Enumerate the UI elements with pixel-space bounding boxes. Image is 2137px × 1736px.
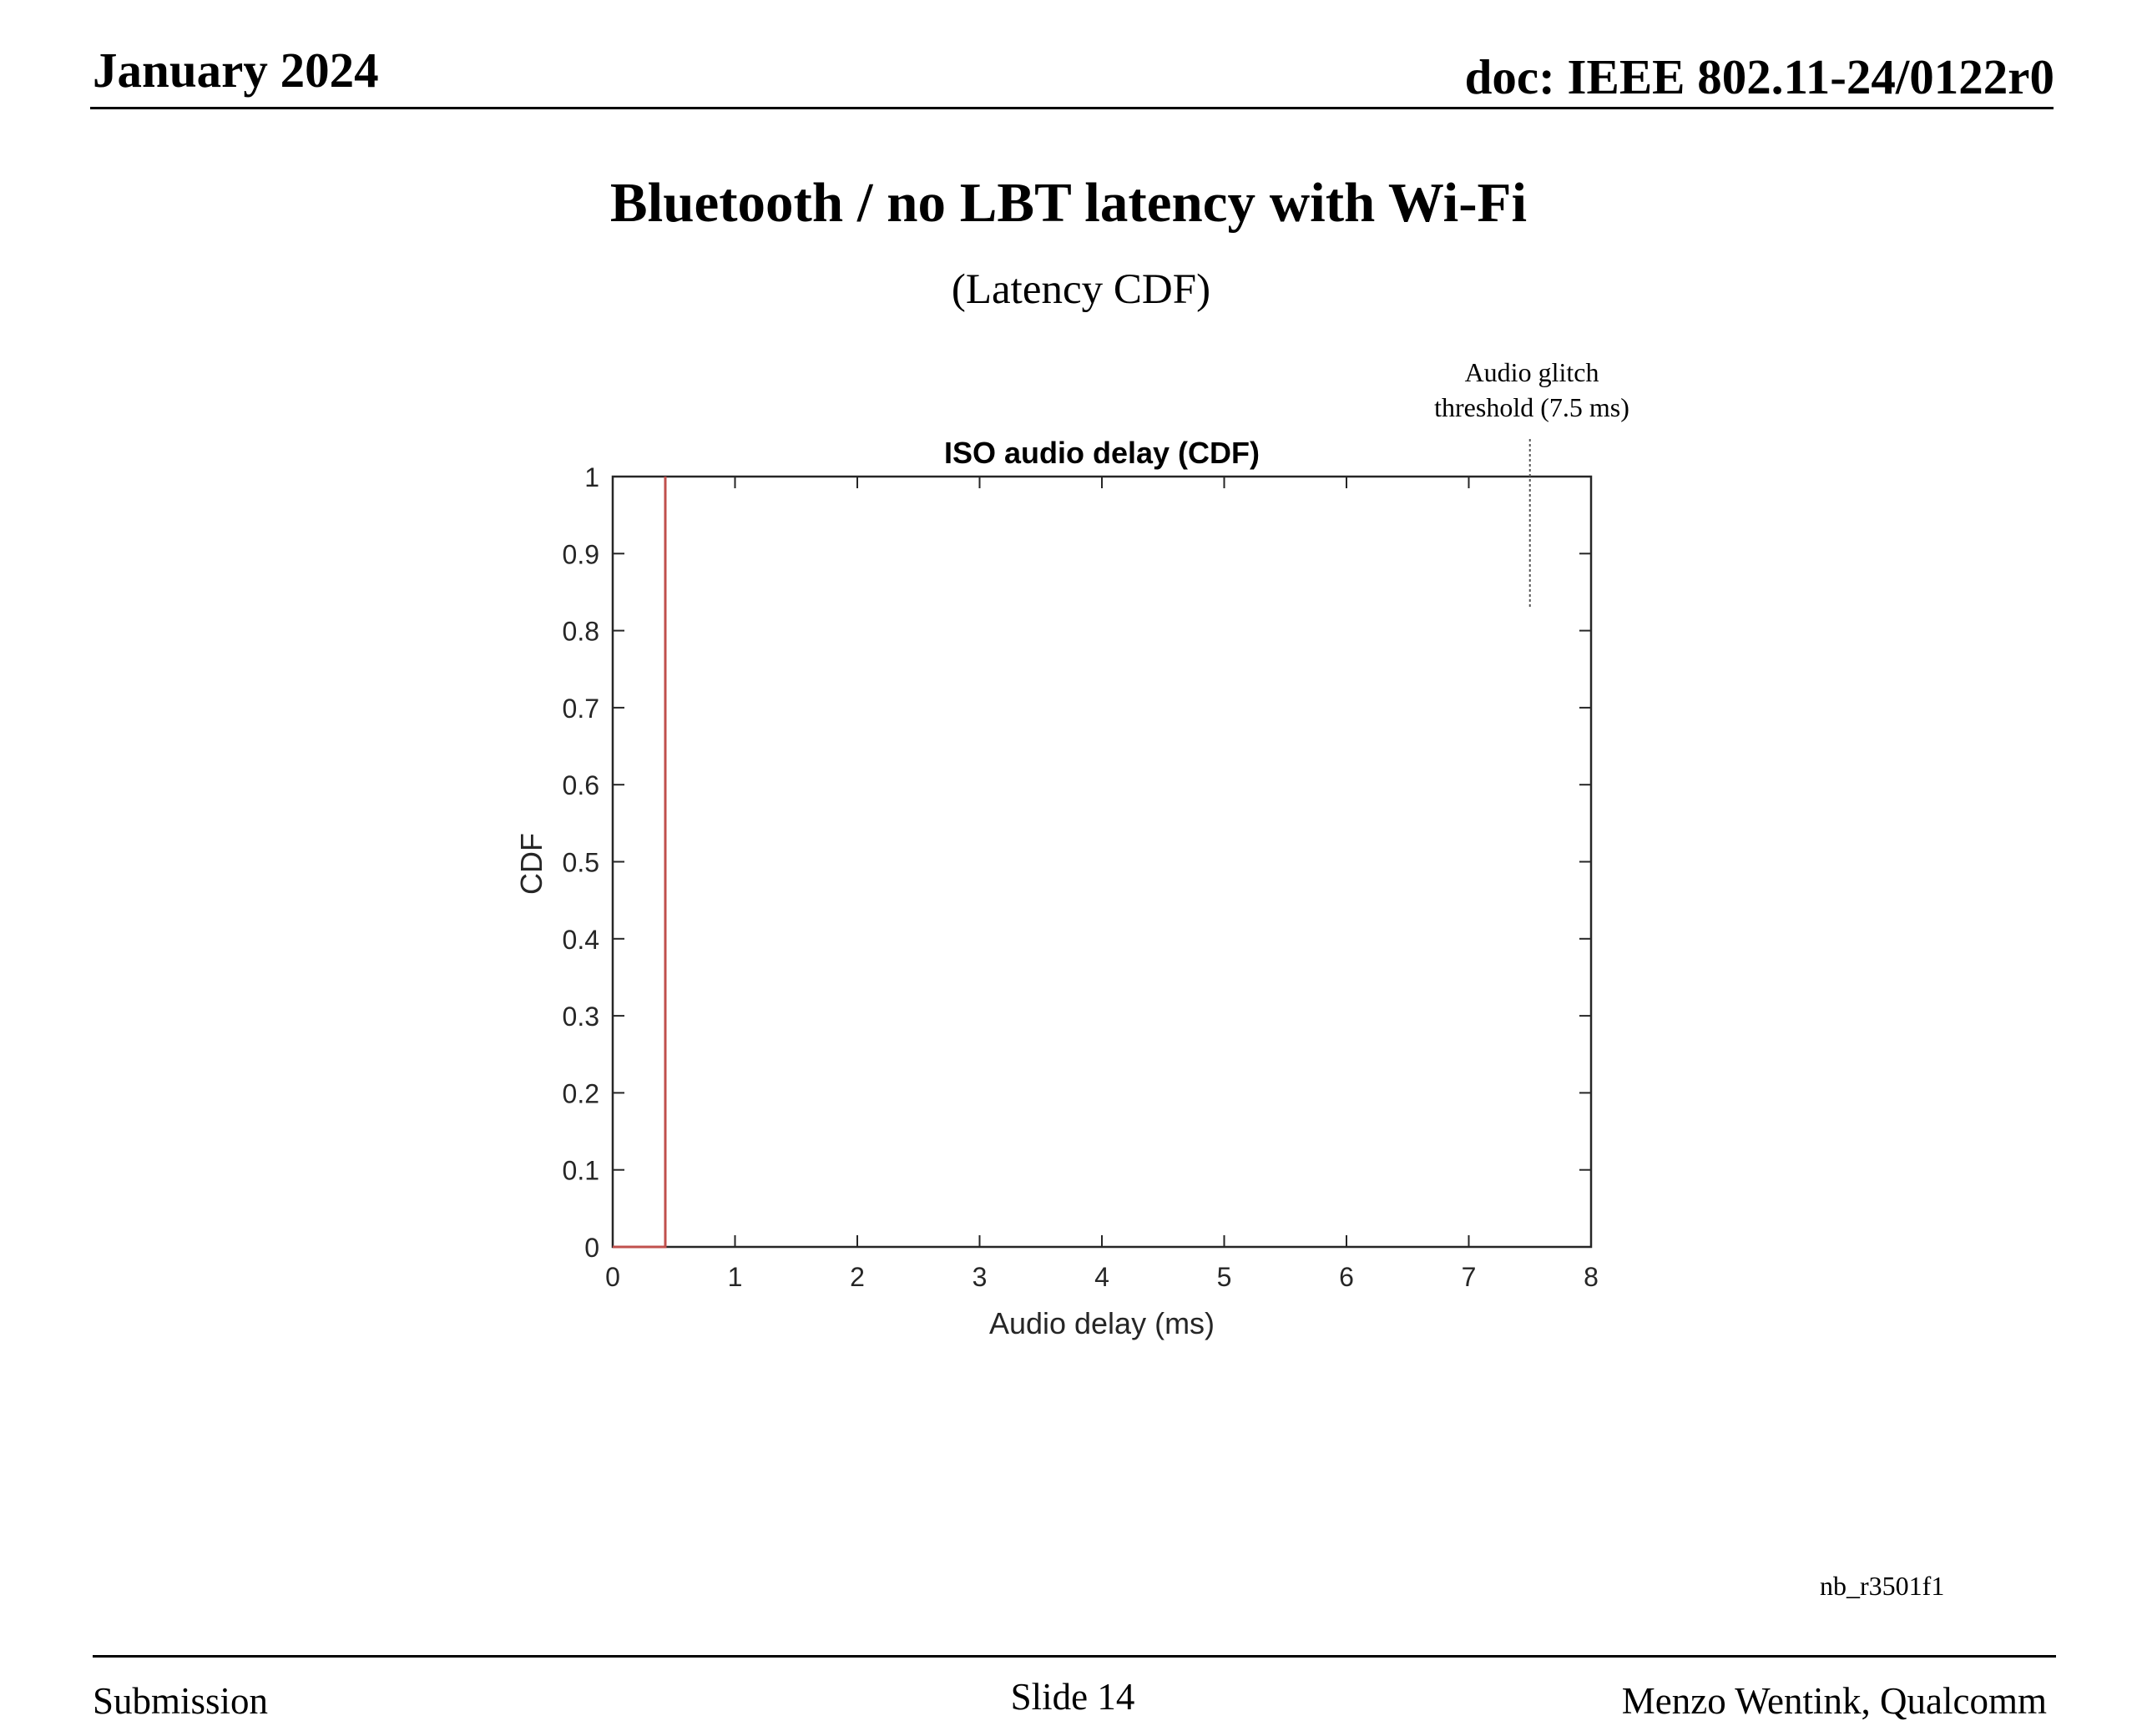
y-tick-label: 0 <box>584 1233 599 1263</box>
y-tick-label: 0.8 <box>562 616 599 647</box>
y-tick-label: 0.4 <box>562 924 599 955</box>
x-tick-label: 1 <box>727 1262 743 1292</box>
x-tick-label: 8 <box>1584 1262 1599 1292</box>
annotation-line-2: threshold (7.5 ms) <box>1434 392 1629 422</box>
footer-rule <box>93 1655 2056 1658</box>
plot-frame <box>613 477 1591 1247</box>
y-tick-label: 0.2 <box>562 1078 599 1109</box>
y-tick-label: 0.7 <box>562 693 599 724</box>
x-axis-label: Audio delay (ms) <box>988 1306 1215 1340</box>
y-tick-label: 0.5 <box>562 847 599 878</box>
slide-subtitle: (Latency CDF) <box>951 266 1211 313</box>
y-tick-label: 0.3 <box>562 1002 599 1032</box>
y-tick-label: 0.6 <box>562 770 599 801</box>
document-code: nb_r3501f1 <box>1820 1571 1945 1601</box>
x-tick-label: 2 <box>850 1262 865 1292</box>
x-tick-label: 7 <box>1461 1262 1477 1292</box>
x-tick-label: 6 <box>1339 1262 1354 1292</box>
y-axis-label: CDF <box>514 833 548 895</box>
x-tick-label: 5 <box>1216 1262 1232 1292</box>
annotation-line-1: Audio glitch <box>1464 357 1599 387</box>
footer-author: Menzo Wentink, Qualcomm <box>1621 1680 2047 1722</box>
x-tick-label: 3 <box>972 1262 988 1292</box>
header-doc-id: doc: IEEE 802.11-24/0122r0 <box>1464 49 2054 104</box>
x-tick-label: 0 <box>605 1262 620 1292</box>
footer-submission: Submission <box>93 1680 269 1722</box>
slide-title: Bluetooth / no LBT latency with Wi-Fi <box>609 172 1528 234</box>
y-tick-label: 0.9 <box>562 539 599 570</box>
y-tick-label: 1 <box>584 462 599 492</box>
footer-slide-number: Slide 14 <box>1010 1676 1135 1718</box>
x-axis-ticks <box>605 477 1599 1292</box>
header-date: January 2024 <box>93 43 379 98</box>
x-tick-label: 4 <box>1094 1262 1109 1292</box>
y-tick-label: 0.1 <box>562 1155 599 1186</box>
y-axis-ticks <box>563 462 1591 1263</box>
chart-title: ISO audio delay (CDF) <box>943 436 1260 470</box>
